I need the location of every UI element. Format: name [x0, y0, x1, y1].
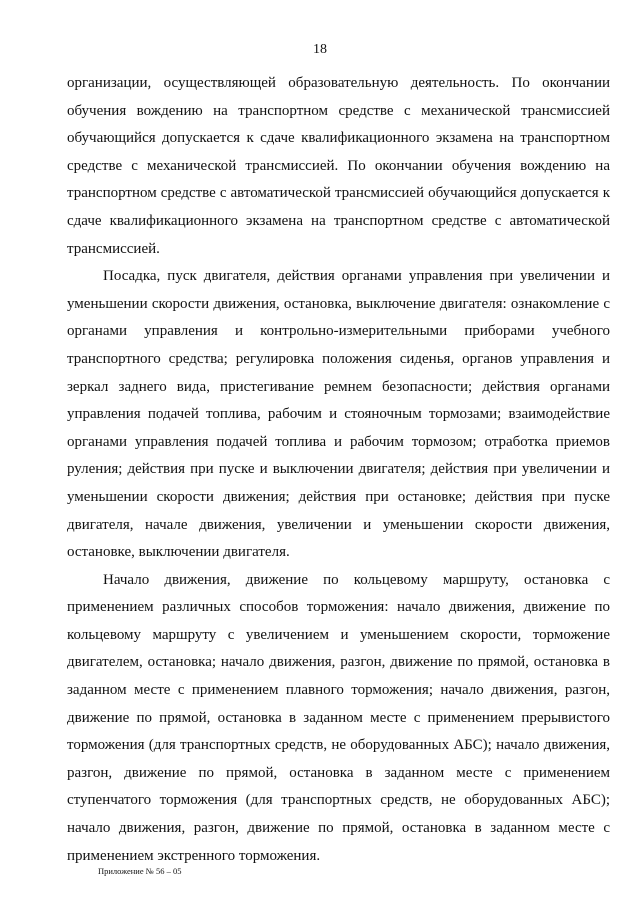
paragraph-engine-start: Посадка, пуск двигателя, действия органами управления при увеличении и уменьшении скорости движения, остановка, выключение двигателя: ознакомление с органами управления и контрольно-измерительными приборами учебного транспортного средства; регулировка положения сиденья, органов управления и зеркал заднего вида, пристегивание ремнем безопасности; действия органами управления подачей топлива, рабочим и стояночным тормозами; взаимодействие органами управления подачей топлива и рабочим тормозом; отработка приемов руления; действия при пуске и выключении двигателя; действия при увеличении и уменьшении скорости движения; действия при остановке; действия при пуске двигателя, начале движения, увеличении и уменьшении скорости движения, остановке, выключении двигателя. — [67, 268, 610, 561]
page-number: 18 — [313, 42, 327, 57]
body-text — [67, 70, 610, 870]
footer-appendix-note: Приложение № 56 – 05 — [98, 866, 182, 876]
paragraph-continuation: организации, осуществляющей образовательную деятельность. По окончании обучения вождению на транспортном средстве с механической трансмиссией обучающийся допускается к сдаче квалификационного экзамена на транспортном средстве с механической трансмиссией. По окончании обучения вождению на транспортном средстве с автоматической трансмиссией обучающийся допускается к сдаче квалификационного экзамена на транспортном средстве с автоматической трансмиссией. — [67, 75, 610, 257]
paragraph-ring-route: Начало движения, движение по кольцевому маршруту, остановка с применением различных способов торможения: начало движения, движение по кольцевому маршруту с увеличением и уменьшением скорости, торможение двигателем, остановка; начало движения, разгон, движение по прямой, остановка в заданном месте с применением плавного торможения; начало движения, разгон, движение по прямой, остановка в заданном месте с применением прерывистого торможения (для транспортных средств, не оборудованных АБС); начало движения, разгон, движение по прямой, остановка в заданном месте с применением ступенчатого торможения (для транспортных средств, не оборудованных АБС); начало движения, разгон, движение по прямой, остановка в заданном месте с применением экстренного торможения. — [67, 571, 610, 864]
